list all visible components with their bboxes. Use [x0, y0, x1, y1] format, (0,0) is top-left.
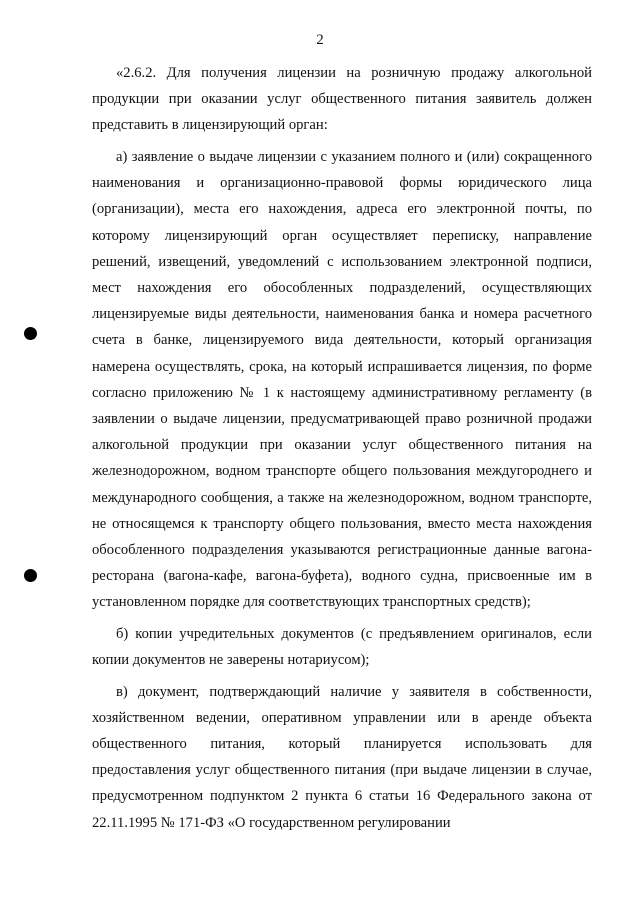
document-body	[92, 60, 592, 841]
punch-hole-mark	[24, 327, 37, 340]
punch-hole-mark	[24, 569, 37, 582]
paragraph-intro: «2.6.2. Для получения лицензии на розничную продажу алкогольной продукции при оказании услуг общественного питания заявитель должен представить в лицензирующий орган:	[92, 65, 592, 134]
page-number: 2	[316, 32, 324, 48]
paragraph-item-b: б) копии учредительных документов (с предъявлением оригиналов, если копии документов не заверены нотариусом);	[92, 625, 592, 669]
paragraph-item-v: в) документ, подтверждающий наличие у заявителя в собственности, хозяйственном ведении, оперативном управлении или в аренде объекта общественного питания, который планируется использовать для предоставления услуг общественного питания (при выдаче лицензии в случае, предусмотренном подпунктом 2 пункта 6 статьи 16 Федерального закона от 22.11.1995 № 171-ФЗ «О государственном регулировании	[92, 683, 592, 831]
paragraph-item-a: а) заявление о выдаче лицензии с указанием полного и (или) сокращенного наименования и организационно-правовой формы юридического лица (организации), места его нахождения, адреса его электронной почты, по которому лицензирующий орган осуществляет переписку, направление решений, извещений, уведомлений с использованием электронной подписи, мест нахождения его обособленных подразделений, осуществляющих лицензируемые виды деятельности, наименования банка и номера расчетного счета в банке, лицензируемого вида деятельности, который организация намерена осуществлять, срока, на который испрашивается лицензия, по форме согласно приложению № 1 к настоящему административному регламенту (в заявлении о выдаче лицензии, предусматривающей право розничной продажи алкогольной продукции при оказании услуг общественного питания на железнодорожном, водном транспорте общего пользования междугороднего и международного сообщения, а также на железнодорожном, водном транспорте, не относящемся к транспорту общего пользования, вместо места нахождения обособленного подразделения указываются регистрационные данные вагона-ресторана (вагона-кафе, вагона-буфета), водного судна, присвоенные им в установленном порядке для соответствующих транспортных средств);	[92, 148, 592, 611]
